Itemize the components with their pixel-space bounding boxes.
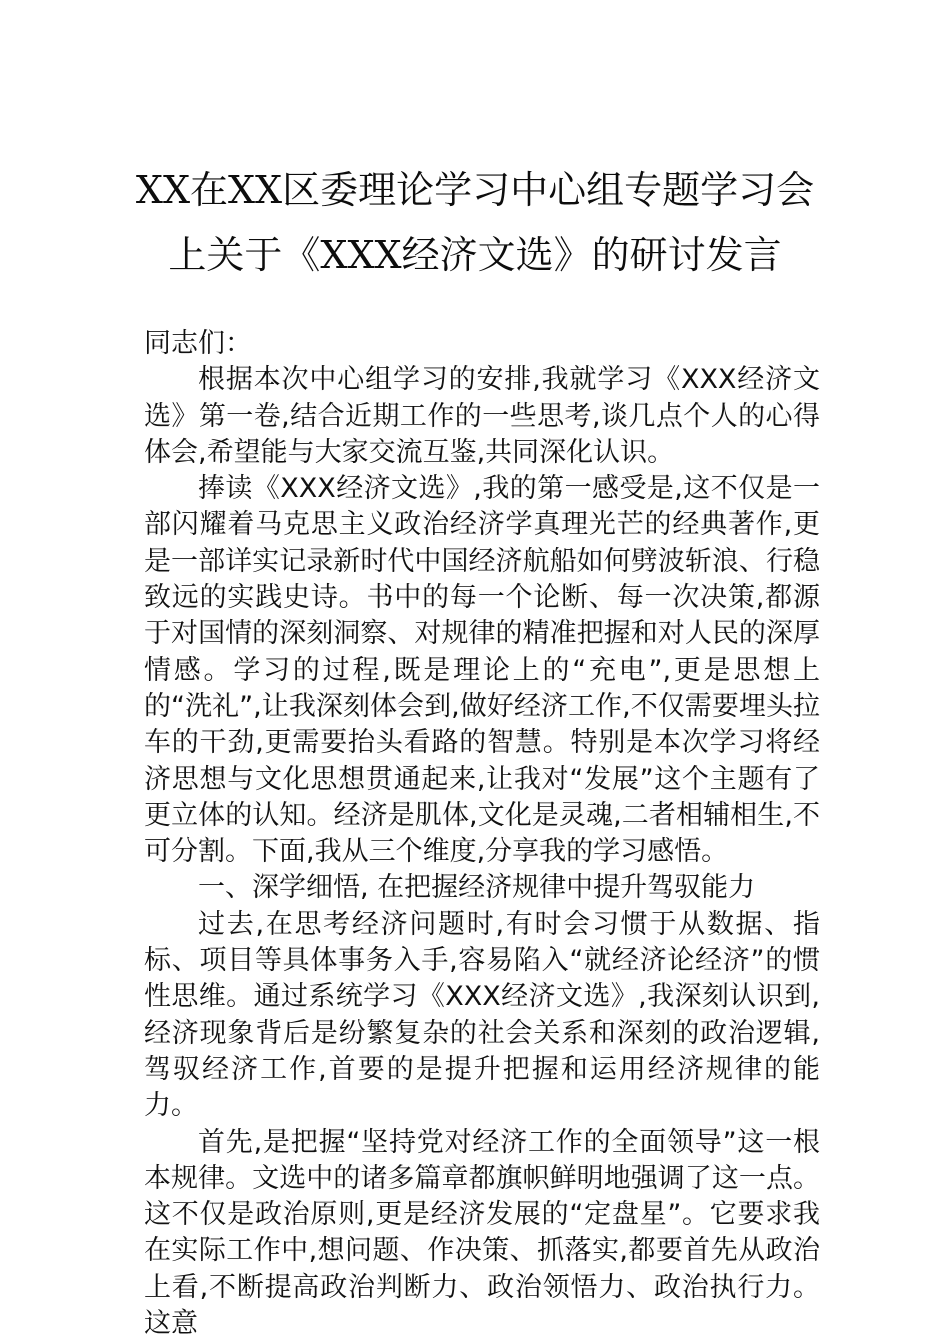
document-title-line-1: XX在XX区委理论学习中心组专题学习会 [135,168,815,212]
salutation: 同志们： [144,328,252,359]
paragraph-section-1-first-point: 首先,是把握“坚持党对经济工作的全面领导”这一根本规律。文选中的诸多篇章都旗帜鲜明地强调了这一点。这不仅是政治原则,更是经济发展的“定盘星”。它要求我在实际工作中,想问题、作决策、抓落实,都要首先从政治上看,不断提高政治判断力、政治领悟力、政治执行力。这意 [144,1126,820,1340]
paragraph-intro: 根据本次中心组学习的安排,我就学习《XXX经济文选》第一卷,结合近期工作的一些思考,谈几点个人的心得体会,希望能与大家交流互鉴,共同深化认识。 [144,364,820,468]
section-heading-1: 一、深学细悟, 在把握经济规律中提升驾驭能力 [198,872,756,904]
paragraph-section-1-intro: 过去,在思考经济问题时,有时会习惯于从数据、指标、项目等具体事务入手,容易陷入“就经济论经济”的惯性思维。通过系统学习《XXX经济文选》,我深刻认识到,经济现象背后是纷繁复杂的社会关系和深刻的政治逻辑,驾驭经济工作,首要的是提升把握和运用经济规律的能力。 [144,908,820,1122]
document-title-line-2: 上关于《XXX经济文选》的研讨发言 [168,233,782,277]
paragraph-first-impression: 捧读《XXX经济文选》,我的第一感受是,这不仅是一部闪耀着马克思主义政治经济学真理光芒的经典著作,更是一部详实记录新时代中国经济航船如何劈波斩浪、行稳致远的实践史诗。书中的每一个论断、每一次决策,都源于对国情的深刻洞察、对规律的精准把握和对人民的深厚情感。学习的过程,既是理论上的“充电”,更是思想上的“洗礼”,让我深刻体会到,做好经济工作,不仅需要埋头拉车的干劲,更需要抬头看路的智慧。特别是本次学习将经济思想与文化思想贯通起来,让我对“发展”这个主题有了更立体的认知。经济是肌体,文化是灵魂,二者相辅相生,不可分割。下面,我从三个维度,分享我的学习感悟。 [144,473,820,868]
document-body [144,326,820,1342]
